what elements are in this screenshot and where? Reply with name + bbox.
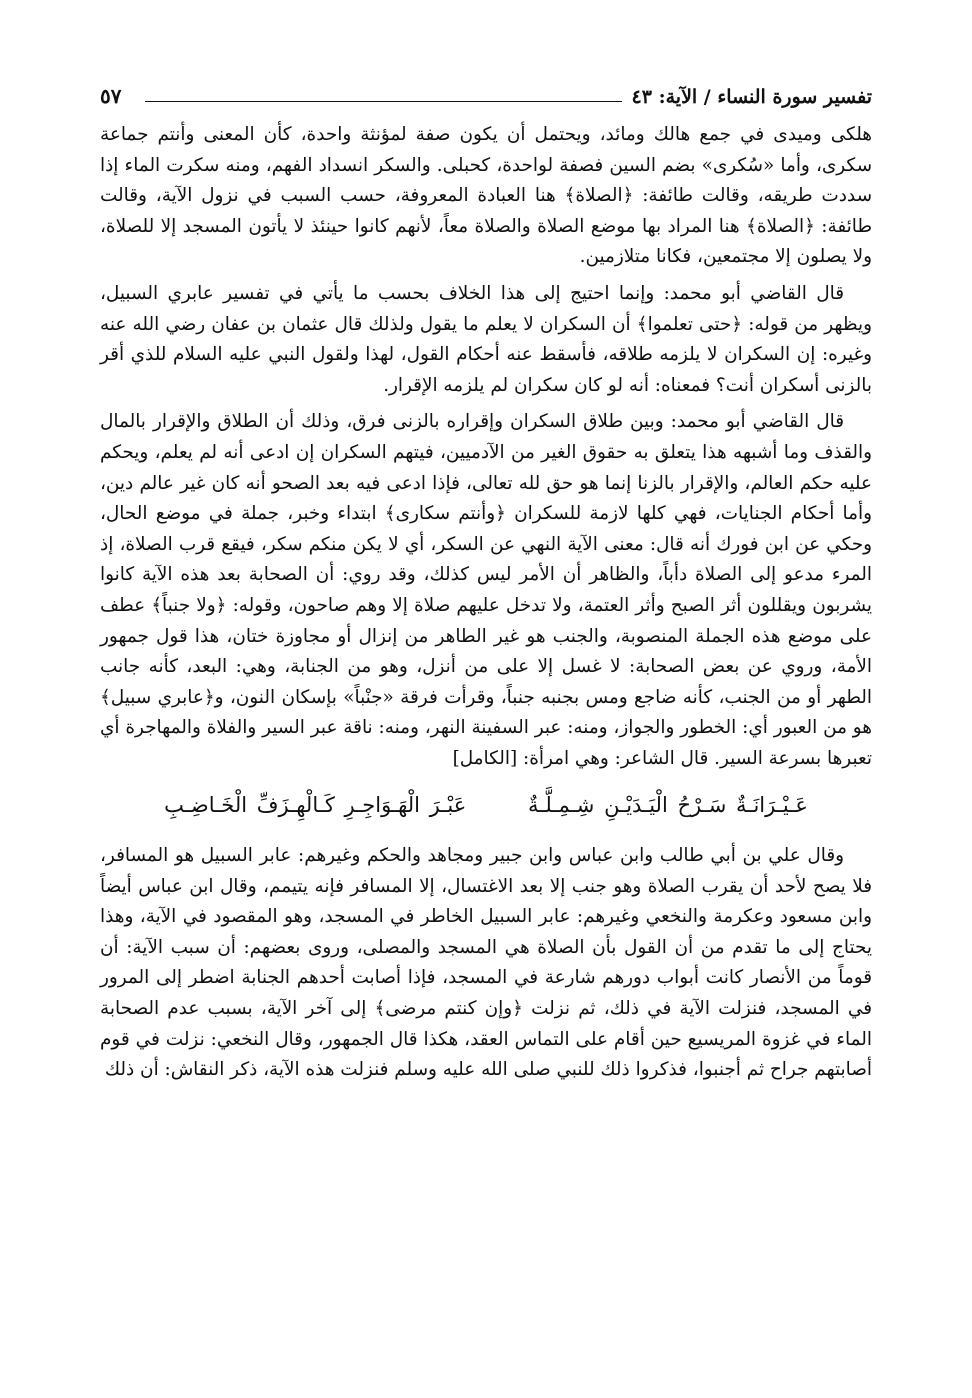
header-title: تفسير سورة النساء / الآية: ٤٣ [631,86,872,108]
main-text [100,120,872,1086]
poetry-verse [100,790,872,821]
running-header [100,70,872,110]
paragraph: وقال علي بن أبي طالب وابن عباس وابن جبير ومجاهد والحكم وغيرهم: عابر السبيل هو المسافر، فلا يصح لأحد أن يقرب الصلاة وهو جنب إلا بعد الاغتسال، إلا المسافر فإنه يتيمم، وقال ابن عباس أيضاً وابن مسعود وعكرمة والنخعي وغيرهم: عابر السبيل الخاطر في المسجد، وهو المقصود في الآية، وهذا يحتاج إلى ما تقدم من أن القول بأن الصلاة هي المسجد والمصلى، وروى بعضهم: أن سبب الآية: أن قوماً من الأنصار كانت أبواب دورهم شارعة في المسجد، فإذا أصابت أحدهم الجنابة اضطر إلى المرور في المسجد، فنزلت الآية في ذلك، ثم نزلت ﴿وإن كنتم مرضى﴾ إلى آخر الآية، بسبب عدم الصحابة الماء في غزوة المريسيع حين أقام على التماس العقد، هكذا قال الجمهور، وقال النخعي: نزلت في قوم أصابتهم جراح ثم أجنبوا، فذكروا ذلك للنبي صلى الله عليه وسلم فنزلت هذه الآية، ذكر النقاش: أن ذلك [100,845,872,1081]
page-number: ٥٧ [100,84,122,108]
paragraph: هلكى وميدى في جمع هالك ومائد، ويحتمل أن يكون صفة لمؤنثة واحدة، كأن المعنى وأنتم جماعة سكرى، وأما «سُكرى» بضم السين فصفة لواحدة، كحبلى. والسكر انسداد الفهم، ومنه سكرت الماء إذا سددت طريقه، وقالت طائفة: ﴿الصلاة﴾ هنا العبادة المعروفة، حسب السبب في نزول الآية، وقالت طائفة: ﴿الصلاة﴾ هنا المراد بها موضع الصلاة والصلاة معاً، لأنهم كانوا حينئذ لا يأتون المسجد إلا للصلاة، ولا يصلون إلا مجتمعين، فكانا متلازمين. [100,124,872,268]
book-page [100,70,872,1358]
verse-first-hemistich: عَـيْـرَانَـةٌ سَـرْحُ الْيَـدَيْـنِ شِـمِـلَّـةٌ [527,793,808,818]
header-rule [145,101,622,102]
paragraph: قال القاضي أبو محمد: وبين طلاق السكران وإقراره بالزنى فرق، وذلك أن الطلاق والإقرار بالمال والقذف وما أشبهه هذا يتعلق به حقوق الغير من الآدميين، فيتهم السكران إن ادعى أنه لم يعلم، ويحكم عليه حكم العالم، والإقرار بالزنا إنما هو حق لله تعالى، فإذا ادعى فيه بعد الصحو أنه كان غير عالم دين، وأما أحكام الجنايات، فهي كلها لازمة للسكران ﴿وأنتم سكارى﴾ ابتداء وخبر، جملة في موضع الحال، وحكي عن ابن فورك أنه قال: معنى الآية النهي عن السكر، أي لا يكن منكم سكر، فيقع قرب الصلاة، إذ المرء مدعو إلى الصلاة دأباً، والظاهر أن الأمر ليس كذلك، وقد روي: أن الصحابة بعد هذه الآية كانوا يشربون ويقللون أثر الصبح وأثر العتمة، ولا تدخل عليهم صلاة إلا وهم صاحون، وقوله: ﴿ولا جنباً﴾ عطف على موضع هذه الجملة المنصوبة، والجنب هو غير الطاهر من إنزال أو مجاوزة ختان، هذا قول جمهور الأمة، وروي عن بعض الصحابة: لا غسل إلا على من أنزل، وهو من الجنابة، وهي: البعد، كأنه جانب الطهر أو من الجنب، كأنه ضاجع ومس بجنبه جنباً، وقرأت فرقة «جنْباً» بإسكان النون، و﴿عابري سبيل﴾ هو من العبور أي: الخطور والجواز، ومنه: عبر السفينة النهر، ومنه: ناقة عبر السير والفلاة والمهاجرة أي تعبرها بسرعة السير. قال الشاعر: وهي امرأة: [الكامل] [100,411,872,769]
paragraph: قال القاضي أبو محمد: وإنما احتيج إلى هذا الخلاف بحسب ما يأتي في تفسير عابري السبيل، ويظهر من قوله: ﴿حتى تعلموا﴾ أن السكران لا يعلم ما يقول ولذلك قال عثمان بن عفان رضي الله عنه وغيره: إن السكران لا يلزمه طلاقه، فأسقط عنه أحكام القول، لهذا ولقول النبي عليه السلام للذي أقر بالزنى أسكران أنت؟ فمعناه: أنه لو كان سكران لم يلزمه الإقرار. [100,282,872,396]
verse-second-hemistich: عَبْـرَ الْهَـوَاجِـرِ كَـالْهِـزَفِّ الْخَـاضِـبِ [164,793,467,818]
